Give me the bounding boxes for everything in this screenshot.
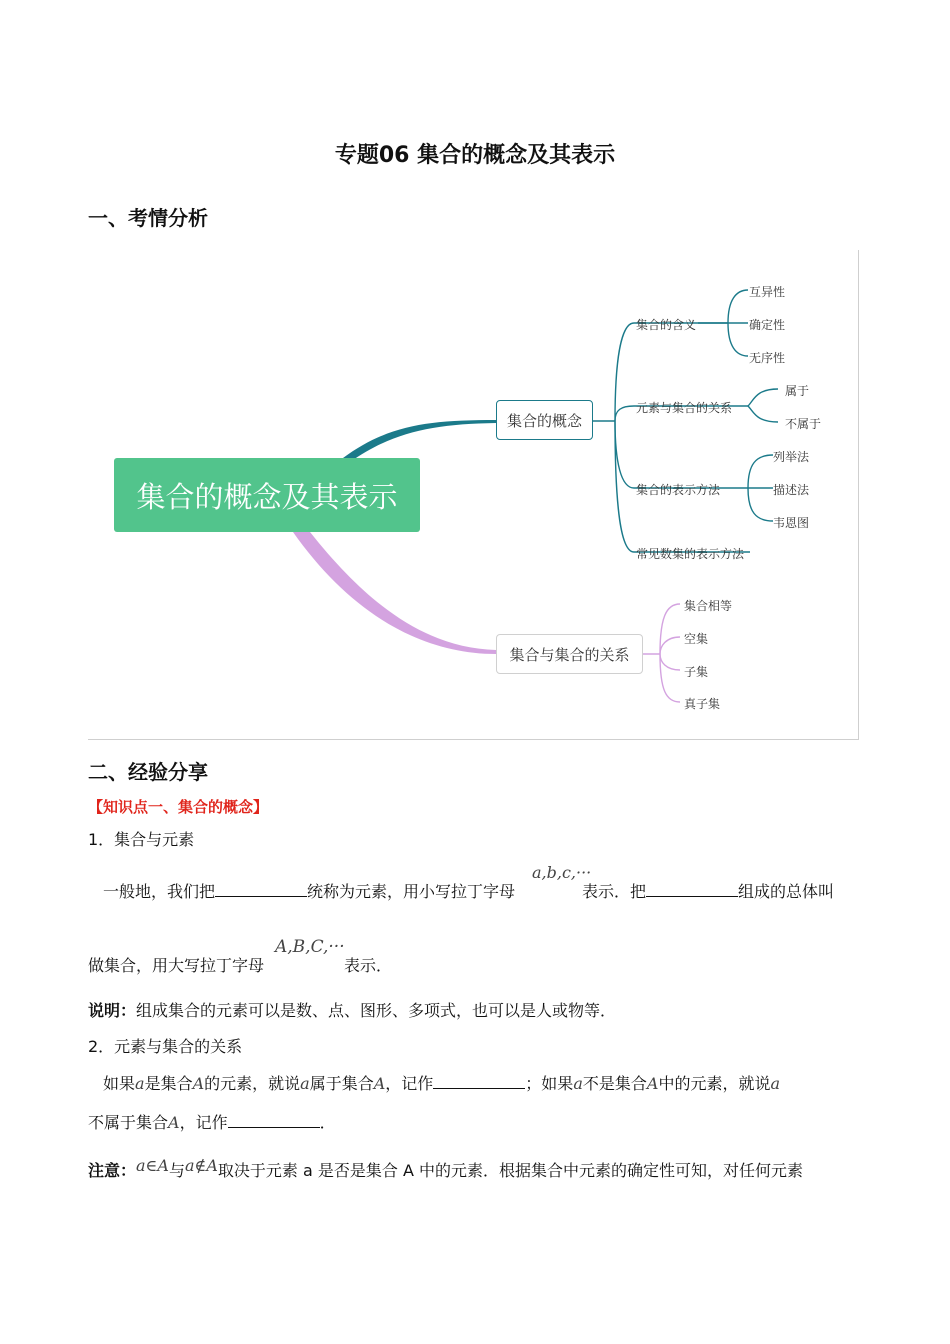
- section-heading-analysis: 一、考情分析: [88, 206, 208, 230]
- math-var: A: [373, 1074, 386, 1093]
- note-explanation: [88, 1000, 616, 1022]
- note-label: 说明：: [88, 1001, 137, 1020]
- connector-central-branch2: [293, 532, 496, 654]
- mind-map: [88, 250, 859, 740]
- item2-heading: 2．元素与集合的关系: [88, 1037, 243, 1056]
- text-segment: 表示．把: [582, 882, 647, 901]
- connector-central-branch1: [343, 420, 496, 462]
- mind-map-leaf: 不属于: [785, 417, 822, 431]
- mind-map-sub-element-relation: 元素与集合的关系: [636, 401, 733, 415]
- text-segment: 一般地，我们把: [103, 882, 216, 901]
- math-lowercase-letters: a,b,c,···: [532, 863, 592, 882]
- mind-map-sub-meaning: 集合的含义: [636, 318, 697, 332]
- text-segment: 组成的总体叫: [738, 882, 835, 901]
- text-segment: ，记作: [179, 1113, 228, 1132]
- text-segment: 表示．: [344, 956, 393, 975]
- math-var: A: [192, 1074, 205, 1093]
- mind-map-leaf: 描述法: [773, 483, 810, 497]
- text-segment: 的元素，就说: [204, 1074, 301, 1093]
- fill-blank: [646, 880, 738, 897]
- text-segment: 中的元素，就说: [658, 1074, 771, 1093]
- note-text: 取决于元素 a 是否是集合 A 中的元素．根据集合中元素的确定性可知，对任何元素: [217, 1161, 804, 1180]
- note-attention: [88, 1156, 804, 1182]
- item1-line1: [103, 880, 834, 903]
- item2-line1: [103, 1072, 780, 1095]
- mind-map-sub-number-sets: 常见数集的表示方法: [636, 547, 745, 561]
- item1-line2: [88, 955, 392, 977]
- knowledge-point-heading: 【知识点一、集合的概念】: [88, 798, 269, 816]
- math-expression: a∉A: [184, 1156, 218, 1175]
- fill-blank: [433, 1072, 525, 1089]
- item2-line2: [88, 1111, 336, 1134]
- math-var: a: [573, 1074, 583, 1093]
- mind-map-leaf: 互异性: [749, 285, 786, 299]
- mind-map-branch-concept: 集合的概念: [496, 400, 593, 440]
- mind-map-sub-representation: 集合的表示方法: [636, 483, 721, 497]
- page-title: 专题06 集合的概念及其表示: [334, 143, 616, 168]
- mind-map-leaf: 真子集: [684, 697, 721, 711]
- note-label: 注意：: [88, 1161, 137, 1180]
- mind-map-leaf: 集合相等: [684, 599, 733, 613]
- mind-map-leaf: 无序性: [749, 351, 786, 365]
- mind-map-leaf: 空集: [684, 632, 709, 646]
- mind-map-leaf: 列举法: [773, 450, 810, 464]
- math-var: a: [300, 1074, 310, 1093]
- item1-heading: 1．集合与元素: [88, 830, 195, 849]
- note-text: 组成集合的元素可以是数、点、图形、多项式，也可以是人或物等．: [136, 1001, 617, 1020]
- mind-map-leaf: 韦恩图: [773, 516, 810, 530]
- fill-blank: [215, 880, 307, 897]
- mind-map-leaf: 子集: [684, 665, 709, 679]
- section-heading-experience: 二、经验分享: [88, 760, 208, 784]
- mind-map-leaf: 确定性: [749, 318, 786, 332]
- text-segment: 统称为元素，用小写拉丁字母: [307, 882, 516, 901]
- text-segment: 与: [168, 1161, 185, 1180]
- text-segment: ；如果: [525, 1074, 574, 1093]
- text-segment: 如果: [103, 1074, 136, 1093]
- text-segment: ，记作: [385, 1074, 434, 1093]
- text-segment: 不属于集合: [88, 1113, 169, 1132]
- math-uppercase-letters: A,B,C,···: [275, 937, 345, 957]
- mind-map-branch-relation: 集合与集合的关系: [496, 634, 643, 674]
- math-var: A: [168, 1113, 180, 1132]
- math-var: a: [770, 1074, 780, 1093]
- text-segment: 做集合，用大写拉丁字母: [88, 956, 265, 975]
- text-segment: 属于集合: [309, 1074, 374, 1093]
- text-segment: ．: [319, 1113, 336, 1132]
- mind-map-leaf: 属于: [785, 384, 810, 398]
- text-segment: 是集合: [144, 1074, 193, 1093]
- math-expression: a∈A: [136, 1156, 169, 1175]
- math-var: A: [646, 1074, 659, 1093]
- mind-map-central-node: 集合的概念及其表示: [114, 458, 420, 532]
- fill-blank: [228, 1111, 320, 1128]
- math-var: a: [135, 1074, 145, 1093]
- text-segment: 不是集合: [582, 1074, 647, 1093]
